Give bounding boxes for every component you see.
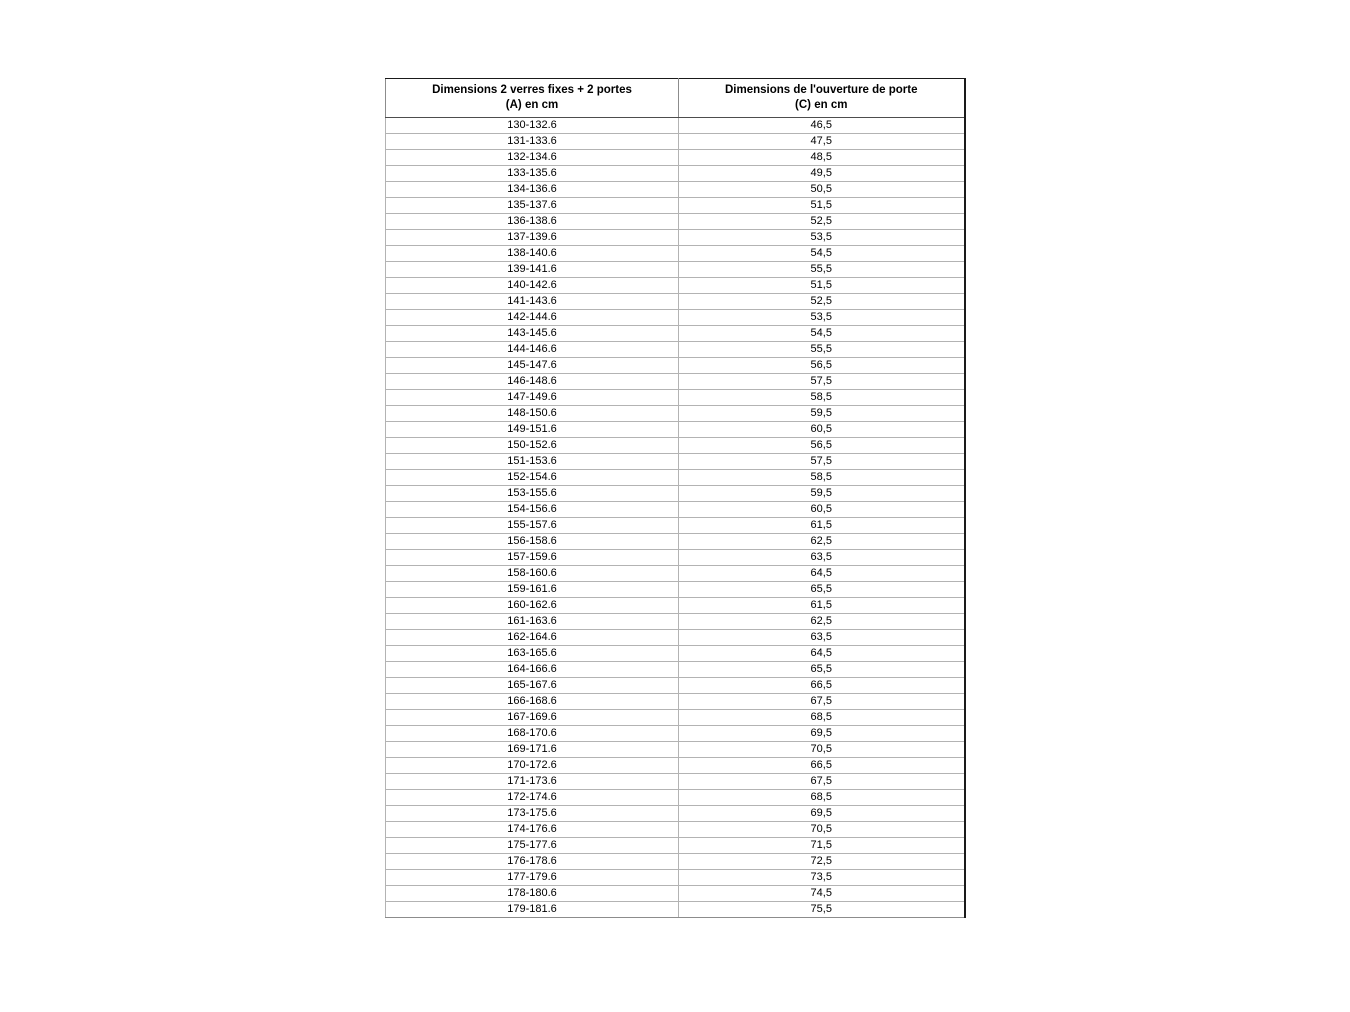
- dimension-c-cell: 64,5: [679, 566, 965, 582]
- header-dimensions-a-line1: Dimensions 2 verres fixes + 2 portes: [432, 84, 632, 96]
- dimension-c-cell: 56,5: [679, 438, 965, 454]
- table-row: [386, 438, 965, 454]
- dimension-c-cell: 71,5: [679, 838, 965, 854]
- dimension-c-cell: 51,5: [679, 198, 965, 214]
- table-row: [386, 614, 965, 630]
- table-row: [386, 374, 965, 390]
- dimension-c-cell: 69,5: [679, 726, 965, 742]
- dimension-a-cell: 148-150.6: [386, 406, 679, 422]
- dimension-c-cell: 56,5: [679, 358, 965, 374]
- header-row: [386, 79, 965, 118]
- table-row: [386, 326, 965, 342]
- dimension-c-cell: 58,5: [679, 470, 965, 486]
- dimension-c-cell: 75,5: [679, 902, 965, 918]
- table-row: [386, 502, 965, 518]
- dimension-a-cell: 156-158.6: [386, 534, 679, 550]
- dimension-a-cell: 162-164.6: [386, 630, 679, 646]
- dimension-c-cell: 50,5: [679, 182, 965, 198]
- table-row: [386, 294, 965, 310]
- table-row: [386, 262, 965, 278]
- dimension-c-cell: 62,5: [679, 534, 965, 550]
- dimension-a-cell: 159-161.6: [386, 582, 679, 598]
- table-row: [386, 742, 965, 758]
- dimension-a-cell: 158-160.6: [386, 566, 679, 582]
- dimension-a-cell: 177-179.6: [386, 870, 679, 886]
- dimension-c-cell: 53,5: [679, 230, 965, 246]
- header-dimensions-a: [386, 79, 679, 118]
- dimension-c-cell: 57,5: [679, 374, 965, 390]
- dimension-a-cell: 166-168.6: [386, 694, 679, 710]
- dimension-c-cell: 70,5: [679, 742, 965, 758]
- table-row: [386, 246, 965, 262]
- table-row: [386, 134, 965, 150]
- dimension-a-cell: 137-139.6: [386, 230, 679, 246]
- table-row: [386, 774, 965, 790]
- table-row: [386, 662, 965, 678]
- dimension-a-cell: 150-152.6: [386, 438, 679, 454]
- table-row: [386, 166, 965, 182]
- dimension-a-cell: 132-134.6: [386, 150, 679, 166]
- dimension-c-cell: 68,5: [679, 790, 965, 806]
- dimension-c-cell: 74,5: [679, 886, 965, 902]
- dimension-a-cell: 170-172.6: [386, 758, 679, 774]
- table-row: [386, 342, 965, 358]
- dimension-c-cell: 63,5: [679, 630, 965, 646]
- table-row: [386, 806, 965, 822]
- dimension-a-cell: 174-176.6: [386, 822, 679, 838]
- dimension-c-cell: 73,5: [679, 870, 965, 886]
- dimension-c-cell: 48,5: [679, 150, 965, 166]
- table-row: [386, 726, 965, 742]
- dimension-c-cell: 52,5: [679, 294, 965, 310]
- table-row: [386, 518, 965, 534]
- dimension-a-cell: 143-145.6: [386, 326, 679, 342]
- table-row: [386, 902, 965, 918]
- dimension-c-cell: 53,5: [679, 310, 965, 326]
- table-row: [386, 118, 965, 134]
- dimension-a-cell: 139-141.6: [386, 262, 679, 278]
- dimension-a-cell: 178-180.6: [386, 886, 679, 902]
- dimension-a-cell: 151-153.6: [386, 454, 679, 470]
- dimension-a-cell: 164-166.6: [386, 662, 679, 678]
- table-row: [386, 582, 965, 598]
- dimension-c-cell: 66,5: [679, 678, 965, 694]
- dimension-a-cell: 169-171.6: [386, 742, 679, 758]
- table-row: [386, 758, 965, 774]
- dimension-c-cell: 64,5: [679, 646, 965, 662]
- table-row: [386, 886, 965, 902]
- dimension-a-cell: 167-169.6: [386, 710, 679, 726]
- dimension-a-cell: 131-133.6: [386, 134, 679, 150]
- dimension-a-cell: 168-170.6: [386, 726, 679, 742]
- dimension-c-cell: 55,5: [679, 262, 965, 278]
- table-row: [386, 486, 965, 502]
- dimension-c-cell: 58,5: [679, 390, 965, 406]
- table-row: [386, 838, 965, 854]
- dimension-a-cell: 171-173.6: [386, 774, 679, 790]
- dimension-c-cell: 65,5: [679, 582, 965, 598]
- dimension-a-cell: 154-156.6: [386, 502, 679, 518]
- table-row: [386, 694, 965, 710]
- dimension-c-cell: 60,5: [679, 502, 965, 518]
- dimension-a-cell: 147-149.6: [386, 390, 679, 406]
- table-row: [386, 406, 965, 422]
- dimension-c-cell: 66,5: [679, 758, 965, 774]
- table-row: [386, 678, 965, 694]
- dimension-c-cell: 54,5: [679, 326, 965, 342]
- dimension-c-cell: 65,5: [679, 662, 965, 678]
- dimension-a-cell: 163-165.6: [386, 646, 679, 662]
- dimension-a-cell: 146-148.6: [386, 374, 679, 390]
- table-row: [386, 566, 965, 582]
- table-row: [386, 550, 965, 566]
- dimension-a-cell: 141-143.6: [386, 294, 679, 310]
- dimension-c-cell: 67,5: [679, 694, 965, 710]
- dimension-c-cell: 60,5: [679, 422, 965, 438]
- dimension-a-cell: 144-146.6: [386, 342, 679, 358]
- dimension-c-cell: 63,5: [679, 550, 965, 566]
- dimension-c-cell: 57,5: [679, 454, 965, 470]
- table-row: [386, 198, 965, 214]
- table-row: [386, 870, 965, 886]
- dimension-a-cell: 157-159.6: [386, 550, 679, 566]
- dimension-c-cell: 49,5: [679, 166, 965, 182]
- dimension-c-cell: 59,5: [679, 406, 965, 422]
- dimension-a-cell: 136-138.6: [386, 214, 679, 230]
- dimension-c-cell: 55,5: [679, 342, 965, 358]
- dimension-c-cell: 68,5: [679, 710, 965, 726]
- dimension-c-cell: 51,5: [679, 278, 965, 294]
- table-row: [386, 422, 965, 438]
- dimension-a-cell: 134-136.6: [386, 182, 679, 198]
- dimension-c-cell: 72,5: [679, 854, 965, 870]
- dimension-a-cell: 142-144.6: [386, 310, 679, 326]
- header-dimensions-a-line2: (A) en cm: [505, 99, 559, 111]
- header-dimensions-c: [679, 79, 965, 118]
- dimension-a-cell: 145-147.6: [386, 358, 679, 374]
- dimension-a-cell: 160-162.6: [386, 598, 679, 614]
- table-row: [386, 310, 965, 326]
- dimension-c-cell: 62,5: [679, 614, 965, 630]
- dimension-a-cell: 172-174.6: [386, 790, 679, 806]
- dimensions-table-container: [385, 78, 966, 918]
- dimension-c-cell: 59,5: [679, 486, 965, 502]
- dimension-a-cell: 176-178.6: [386, 854, 679, 870]
- dimension-c-cell: 69,5: [679, 806, 965, 822]
- dimension-a-cell: 179-181.6: [386, 902, 679, 918]
- dimension-c-cell: 61,5: [679, 598, 965, 614]
- dimension-a-cell: 138-140.6: [386, 246, 679, 262]
- dimension-a-cell: 133-135.6: [386, 166, 679, 182]
- dimension-a-cell: 135-137.6: [386, 198, 679, 214]
- table-row: [386, 854, 965, 870]
- dimension-a-cell: 140-142.6: [386, 278, 679, 294]
- header-dimensions-c-line2: (C) en cm: [795, 99, 848, 111]
- table-row: [386, 790, 965, 806]
- table-row: [386, 278, 965, 294]
- table-row: [386, 630, 965, 646]
- header-dimensions-c-line1: Dimensions de l'ouverture de porte: [724, 84, 918, 96]
- dimension-a-cell: 165-167.6: [386, 678, 679, 694]
- table-row: [386, 230, 965, 246]
- dimension-a-cell: 155-157.6: [386, 518, 679, 534]
- table-row: [386, 470, 965, 486]
- dimension-c-cell: 54,5: [679, 246, 965, 262]
- table-row: [386, 534, 965, 550]
- table-row: [386, 150, 965, 166]
- dimension-a-cell: 130-132.6: [386, 118, 679, 134]
- dimension-a-cell: 175-177.6: [386, 838, 679, 854]
- dimension-c-cell: 70,5: [679, 822, 965, 838]
- dimension-a-cell: 153-155.6: [386, 486, 679, 502]
- dimension-a-cell: 161-163.6: [386, 614, 679, 630]
- table-row: [386, 710, 965, 726]
- table-row: [386, 358, 965, 374]
- dimension-c-cell: 52,5: [679, 214, 965, 230]
- dimensions-table: [385, 78, 966, 918]
- table-body: [386, 118, 965, 918]
- dimension-c-cell: 61,5: [679, 518, 965, 534]
- table-row: [386, 214, 965, 230]
- table-row: [386, 598, 965, 614]
- dimension-a-cell: 149-151.6: [386, 422, 679, 438]
- table-row: [386, 822, 965, 838]
- dimension-a-cell: 152-154.6: [386, 470, 679, 486]
- table-row: [386, 182, 965, 198]
- table-row: [386, 390, 965, 406]
- dimension-c-cell: 47,5: [679, 134, 965, 150]
- table-row: [386, 646, 965, 662]
- dimension-c-cell: 46,5: [679, 118, 965, 134]
- dimension-a-cell: 173-175.6: [386, 806, 679, 822]
- table-row: [386, 454, 965, 470]
- dimension-c-cell: 67,5: [679, 774, 965, 790]
